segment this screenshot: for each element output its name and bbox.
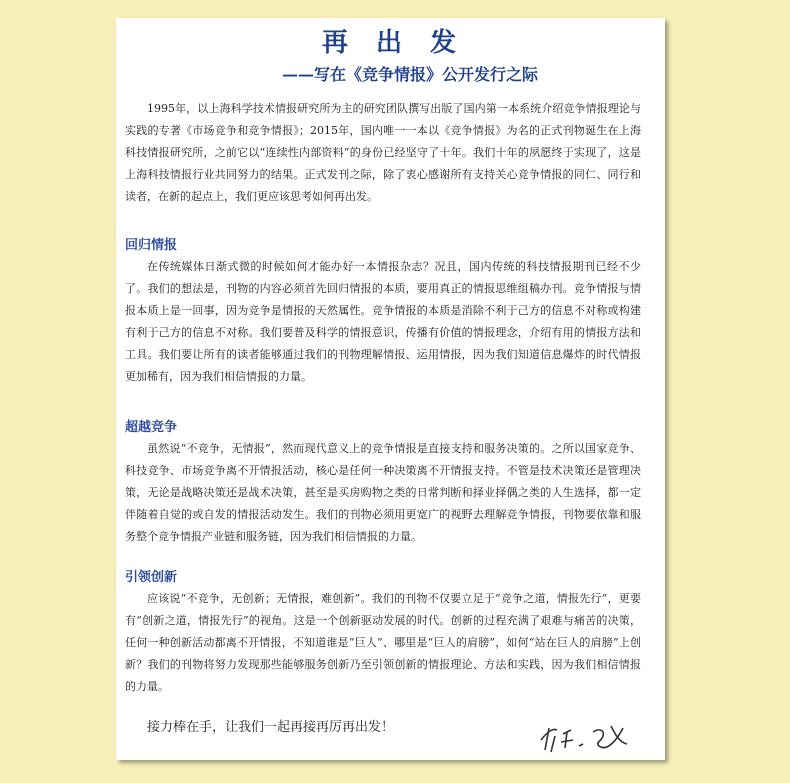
handwritten-signature (537, 718, 629, 754)
section-heading-innovation: 引领创新 (125, 570, 178, 585)
section-heading-beyond: 超越竞争 (125, 420, 178, 435)
section-heading-return: 回归情报 (125, 238, 178, 253)
editorial-page (116, 18, 665, 760)
section-body-beyond: 虽然说“不竞争，无情报”，然而现代意义上的竞争情报是直接支持和服务决策的。之所以国家竞争、科技竞争、市场竞争离不开情报活动，核心是任何一种决策离不开情报支持。不管是技术决策还是管理决策，无论是战略决策还是战术决策，甚至是买房购物之类的日常判断和择业择偶之类的人生选择，都一定伴随着自觉的或自发的情报活动发生。我们的刊物必须用更宽广的视野去理解竞争情报，刊物要依靠和服务整个竞争情报产业链和服务链，因为我们相信情报的力量。 (125, 442, 641, 543)
section-body-innovation: 应该说“不竞争，无创新；无情报，难创新”。我们的刊物不仅要立足于“竞争之道，情报先行”，更要有“创新之道，情报先行”的视角。这是一个创新驱动发展的时代。创新的过程充满了艰难与痛苦的决策，任何一种创新活动都离不开情报，不知道谁是“巨人”、哪里是“巨人的肩膀”，如何“站在巨人的肩膀”上创新？我们的刊物将努力发现那些能够服务创新乃至引领创新的情报理论、方法和实践，因为我们相信情报的力量。 (125, 592, 641, 693)
section-body-return: 在传统媒体日渐式微的时候如何才能办好一本情报杂志？况且，国内传统的科技情报期刊已经不少了。我们的想法是，刊物的内容必须首先回归情报的本质，要用真正的情报思维组稿办刊。竞争情报与情报本质上是一回事，因为竞争是情报的天然属性。竞争情报的本质是消除不利于己方的信息不对称或构建有利于己方的信息不对称。我们要普及科学的情报意识，传播有价值的情报理念，介绍有用的情报方法和工具。我们要让所有的读者能够通过我们的刊物理解情报、运用情报，因为我们知道信息爆炸的时代情报更加稀有，因为我们相信情报的力量。 (125, 260, 641, 383)
page-title: 再出发 (321, 28, 484, 58)
page-subtitle: ——写在《竞争情报》公开发行之际 (281, 65, 538, 84)
closing-line: 接力棒在手，让我们一起再接再厉再出发！ (147, 720, 395, 735)
intro-paragraph: 1995年，以上海科学技术情报研究所为主的研究团队撰写出版了国内第一本系统介绍竞争情报理论与实践的专著《市场竞争和竞争情报》；2015年，国内唯一一本以《竞争情报》为名的正式刊物诞生在上海科技情报研究所，之前它以“连续性内部资料”的身份已经坚守了十年。我们十年的夙愿终于实现了，这是上海科技情报行业共同努力的结果。正式发刊之际，除了衷心感谢所有支持关心竞争情报的同仁、同行和读者，在新的起点上，我们更应该思考如何再出发。 (125, 102, 641, 203)
